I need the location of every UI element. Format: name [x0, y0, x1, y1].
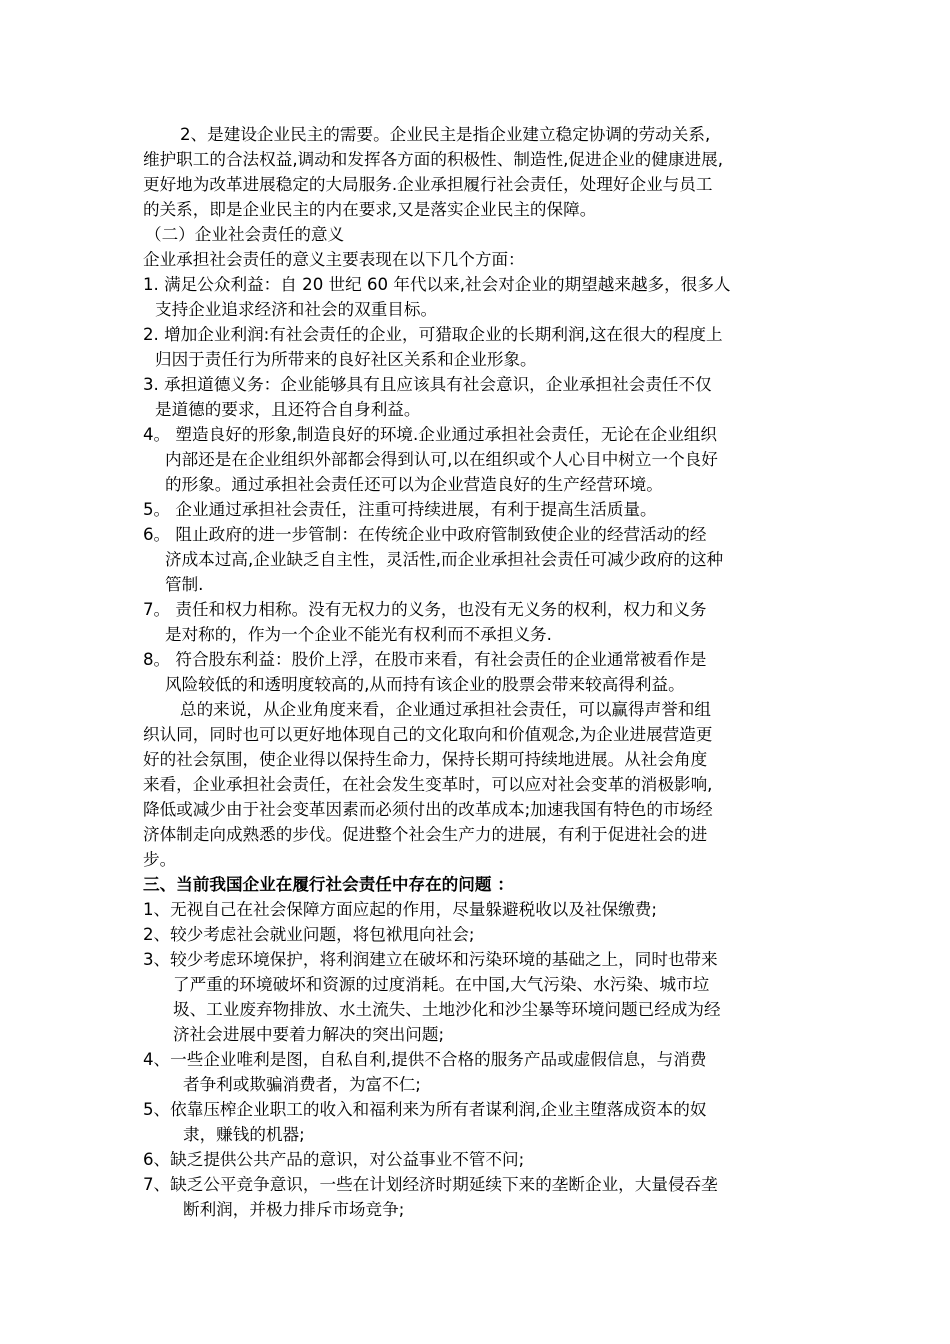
list-item-line: 支持企业追求经济和社会的双重目标。 — [155, 300, 438, 319]
list-item — [143, 922, 808, 947]
list-item-line: 管制. — [165, 575, 204, 594]
list-item — [143, 1097, 808, 1147]
list-item-line: 2、较少考虑社会就业问题，将包袱甩向社会; — [143, 925, 475, 944]
list-item — [143, 947, 808, 1047]
section-heading-problems: 三、当前我国企业在履行社会责任中存在的问题 ： — [143, 875, 514, 894]
list-item-line: 5、依靠压榨企业职工的收入和福利来为所有者谋利润,企业主堕落成资本的奴 — [143, 1100, 707, 1119]
text-line: 济体制走向成熟悉的步伐。促进整个社会生产力的进展，有利于促进社会的进 — [143, 825, 708, 844]
list-item — [143, 647, 808, 697]
list-item-line: 归因于责任行为所带来的良好社区关系和企业形象。 — [155, 350, 537, 369]
list-item — [143, 1047, 808, 1097]
list-item-line: 6。 阻止政府的进一步管制：在传统企业中政府管制致使企业的经营活动的经 — [143, 525, 707, 544]
list-item — [143, 522, 808, 597]
list-item-line: 断利润，并极力排斥市场竞争; — [183, 1200, 405, 1219]
list-item-line: 2. 增加企业利润:有社会责任的企业，可猎取企业的长期利润,这在很大的程度上 — [143, 325, 723, 344]
list-item — [143, 497, 808, 522]
summary-paragraph — [143, 697, 808, 872]
list-item — [143, 1172, 808, 1222]
list-item — [143, 897, 808, 922]
text-line: 织认同，同时也可以更好地体现自己的文化取向和价值观念,为企业进展营造更 — [143, 725, 713, 744]
list-item-line: 6、缺乏提供公共产品的意识，对公益事业不管不问; — [143, 1150, 525, 1169]
list-item — [143, 272, 808, 322]
list-item-line: 8。 符合股东利益：股价上浮，在股市来看，有社会责任的企业通常被看作是 — [143, 650, 707, 669]
text-line: 2、是建设企业民主的需要。企业民主是指企业建立稳定协调的劳动关系, — [180, 125, 711, 144]
list-item-line: 是道德的要求，且还符合自身利益。 — [155, 400, 421, 419]
list-item-line: 济成本过高,企业缺乏自主性，灵活性,而企业承担社会责任可减少政府的这种 — [165, 550, 724, 569]
list-item-line: 5。 企业通过承担社会责任，注重可持续进展，有利于提高生活质量。 — [143, 500, 657, 519]
list-item-line: 内部还是在企业组织外部都会得到认可,以在组织或个人心目中树立一个良好 — [165, 450, 718, 469]
meaning-list — [143, 272, 808, 697]
text-line: 步。 — [143, 850, 177, 869]
list-item-line: 者争利或欺骗消费者，为富不仁; — [183, 1075, 421, 1094]
list-item-line: 的形象。通过承担社会责任还可以为企业营造良好的生产经营环境。 — [165, 475, 663, 494]
text-line: 的关系，即是企业民主的内在要求,又是落实企业民主的保障。 — [143, 200, 597, 219]
problem-list — [143, 897, 808, 1222]
list-item — [143, 322, 808, 372]
list-item — [143, 422, 808, 497]
list-item — [143, 1147, 808, 1172]
list-item-line: 圾、工业废弃物排放、水土流失、土地沙化和沙尘暴等环境问题已经成为经 — [173, 1000, 721, 1019]
text-line: 降低或减少由于社会变革因素而必须付出的改革成本;加速我国有特色的市场经 — [143, 800, 713, 819]
list-item — [143, 597, 808, 647]
text-line: 维护职工的合法权益,调动和发挥各方面的积极性、制造性,促进企业的健康进展, — [143, 150, 724, 169]
section-heading-meaning: （二）企业社会责任的意义 — [145, 225, 345, 244]
list-item-line: 1. 满足公众利益：自 20 世纪 60 年代以来,社会对企业的期望越来越多，很多人 — [143, 275, 731, 294]
list-item-line: 4。 塑造良好的形象,制造良好的环境.企业通过承担社会责任，无论在企业组织 — [143, 425, 717, 444]
list-item-line: 风险较低的和透明度较高的,从而持有该企业的股票会带来较高得利益。 — [165, 675, 685, 694]
list-item-line: 隶，赚钱的机器; — [183, 1125, 305, 1144]
list-item-line: 7。 责任和权力相称。没有无权力的义务，也没有无义务的权利，权力和义务 — [143, 600, 707, 619]
text-line: 好的社会氛围，使企业得以保持生命力，保持长期可持续地进展。从社会角度 — [143, 750, 708, 769]
list-item-line: 是对称的，作为一个企业不能光有权利而不承担义务. — [165, 625, 552, 644]
document-page — [143, 122, 808, 1222]
list-item-line: 济社会进展中要着力解决的突出问题; — [173, 1025, 445, 1044]
text-line: 总的来说，从企业角度来看，企业通过承担社会责任，可以赢得声誉和组 — [180, 700, 711, 719]
text-line: 来看，企业承担社会责任，在社会发生变革时，可以应对社会变革的消极影响, — [143, 775, 713, 794]
section-intro: 企业承担社会责任的意义主要表现在以下几个方面： — [143, 250, 525, 269]
list-item-line: 4、一些企业唯利是图，自私自利,提供不合格的服务产品或虚假信息，与消费 — [143, 1050, 707, 1069]
paragraph-enterprise-democracy — [143, 122, 808, 222]
list-item-line: 7、缺乏公平竞争意识，一些在计划经济时期延续下来的垄断企业，大量侵吞垄 — [143, 1175, 718, 1194]
list-item — [143, 372, 808, 422]
list-item-line: 3、较少考虑环境保护，将利润建立在破坏和污染环境的基础之上，同时也带来 — [143, 950, 718, 969]
list-item-line: 了严重的环境破坏和资源的过度消耗。在中国,大气污染、水污染、城市垃 — [173, 975, 710, 994]
list-item-line: 3. 承担道德义务：企业能够具有且应该具有社会意识，企业承担社会责任不仅 — [143, 375, 712, 394]
text-line: 更好地为改革进展稳定的大局服务.企业承担履行社会责任，处理好企业与员工 — [143, 175, 713, 194]
list-item-line: 1、无视自己在社会保障方面应起的作用，尽量躲避税收以及社保缴费; — [143, 900, 657, 919]
